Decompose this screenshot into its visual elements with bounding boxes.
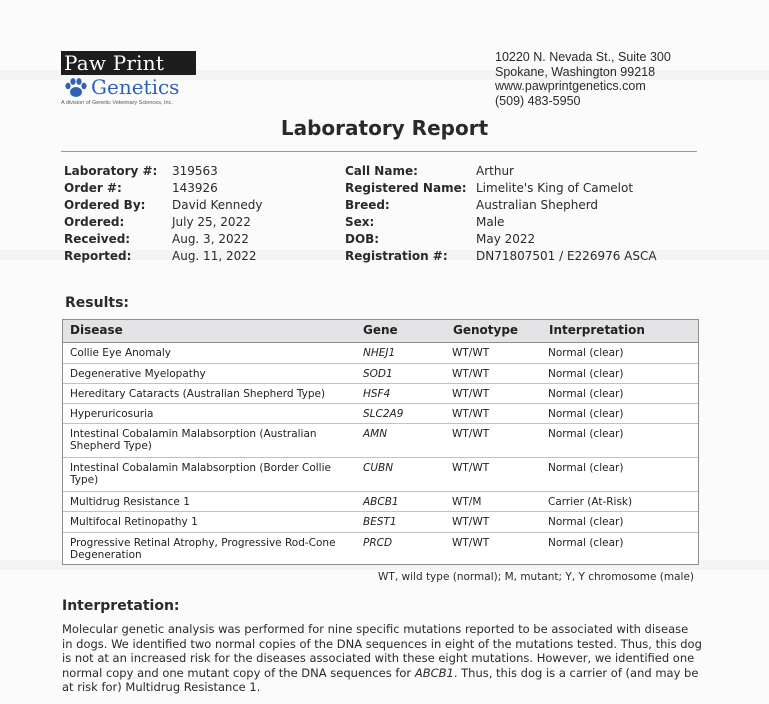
interpretation-text-start: Molecular genetic analysis was performed for nine specific mutations reported to be associated with disease in dogs. We identified two normal copies of the DNA sequences in eight of the mutations tested. Thus, this dog is not at an increased risk for the diseases associated with these eight mutations. However, we identified one normal copy and one mutant copy of the DNA sequences for [62, 622, 702, 680]
cell-gene: SLC2A9 [363, 408, 404, 420]
address-street: 10220 N. Nevada St., Suite 300 [495, 50, 671, 64]
cell-gene: SOD1 [363, 368, 393, 380]
logo-wordmark-bottom [61, 75, 196, 99]
table-row [63, 533, 698, 564]
cell-disease: Hereditary Cataracts (Australian Shepherd Type) [70, 388, 326, 400]
field-value: 143926 [172, 181, 218, 195]
field-label: Received: [64, 232, 131, 246]
dog-info-row [345, 231, 705, 248]
cell-disease: Degenerative Myelopathy [70, 368, 206, 380]
column-header-gene: Gene [363, 323, 398, 337]
cell-interpretation: Normal (clear) [548, 428, 624, 440]
cell-disease: Multifocal Retinopathy 1 [70, 516, 198, 528]
field-value: July 25, 2022 [172, 215, 251, 229]
cell-gene: ABCB1 [363, 496, 399, 508]
column-header-disease: Disease [70, 323, 123, 337]
logo-genetics-text: Genetics [91, 75, 180, 99]
cell-genotype: WT/WT [452, 516, 490, 528]
table-row [63, 492, 698, 512]
cell-genotype: WT/WT [452, 388, 490, 400]
field-label: Ordered: [64, 215, 125, 229]
paw-print-icon [64, 77, 88, 99]
address-city: Spokane, Washington 99218 [495, 64, 656, 79]
table-row [63, 458, 698, 492]
dog-info-row [345, 180, 705, 197]
cell-interpretation: Normal (clear) [548, 347, 624, 359]
dog-info-row [345, 163, 705, 180]
cell-interpretation: Carrier (At-Risk) [548, 496, 633, 508]
results-heading: Results: [65, 295, 129, 311]
field-value: Australian Shepherd [476, 198, 599, 212]
cell-gene: BEST1 [363, 516, 397, 528]
field-label: Sex: [345, 215, 375, 229]
field-value: David Kennedy [172, 198, 263, 212]
table-header [63, 320, 698, 343]
field-value: May 2022 [476, 232, 536, 246]
order-info-row [64, 197, 334, 214]
field-value: DN71807501 / E226976 ASCA [476, 249, 657, 263]
cell-disease: Intestinal Cobalamin Malabsorption (Border Collie Type) [70, 462, 331, 486]
order-info-row [64, 163, 334, 180]
dog-info-row [345, 214, 705, 231]
field-label: Breed: [345, 198, 390, 212]
cell-gene: AMN [363, 428, 388, 440]
field-value: Arthur [476, 164, 514, 178]
field-value: Male [476, 215, 505, 229]
cell-genotype: WT/WT [452, 428, 490, 440]
cell-disease: Multidrug Resistance 1 [70, 496, 190, 508]
cell-interpretation: Normal (clear) [548, 516, 624, 528]
cell-gene: PRCD [363, 537, 393, 549]
dog-info-row [345, 197, 705, 214]
cell-disease: Hyperuricosuria [70, 408, 154, 420]
column-header-genotype: Genotype [453, 323, 519, 337]
order-info-row [64, 214, 334, 231]
company-address [495, 50, 671, 108]
dog-info [345, 163, 705, 265]
field-label: Reported: [64, 249, 132, 263]
field-label: Order #: [64, 181, 122, 195]
cell-genotype: WT/WT [452, 347, 490, 359]
field-label: Call Name: [345, 164, 418, 178]
cell-interpretation: Normal (clear) [548, 368, 624, 380]
order-info-row [64, 248, 334, 265]
field-label: Laboratory #: [64, 164, 158, 178]
table-row [63, 343, 698, 364]
table-row [63, 404, 698, 424]
cell-gene: NHEJ1 [363, 347, 396, 359]
cell-genotype: WT/WT [452, 462, 490, 474]
table-row [63, 424, 698, 458]
genotype-legend: WT, wild type (normal); M, mutant; Y, Y chromosome (male) [378, 571, 694, 583]
field-label: Ordered By: [64, 198, 146, 212]
table-row [63, 364, 698, 384]
cell-genotype: WT/WT [452, 368, 490, 380]
cell-disease: Collie Eye Anomaly [70, 347, 172, 359]
field-label: Registration #: [345, 249, 448, 263]
interpretation-paragraph [62, 622, 702, 695]
column-header-interpretation: Interpretation [549, 323, 645, 337]
field-value: Aug. 3, 2022 [172, 232, 249, 246]
cell-interpretation: Normal (clear) [548, 388, 624, 400]
field-value: Aug. 11, 2022 [172, 249, 257, 263]
table-row [63, 384, 698, 404]
interpretation-text-end: . Thus, this dog is a carrier of (and may be at risk for) Multidrug Resistance 1. [62, 665, 699, 694]
cell-disease: Intestinal Cobalamin Malabsorption (Australian Shepherd Type) [70, 428, 317, 452]
page-title: Laboratory Report [280, 116, 489, 140]
field-value: 319563 [172, 164, 218, 178]
field-label: DOB: [345, 232, 380, 246]
cell-disease: Progressive Retinal Atrophy, Progressive Rod-Cone Degeneration [70, 537, 336, 561]
interpretation-heading: Interpretation: [62, 598, 180, 614]
address-website: www.pawprintgenetics.com [495, 79, 646, 93]
field-label: Registered Name: [345, 181, 467, 195]
cell-interpretation: Normal (clear) [548, 408, 624, 420]
field-value: Limelite's King of Camelot [476, 181, 634, 195]
cell-gene: HSF4 [363, 388, 391, 400]
cell-interpretation: Normal (clear) [548, 537, 624, 549]
cell-gene: CUBN [363, 462, 394, 474]
cell-genotype: WT/WT [452, 408, 490, 420]
cell-genotype: WT/WT [452, 537, 490, 549]
order-info-row [64, 231, 334, 248]
interpretation-gene: ABCB1 [414, 665, 454, 680]
address-phone: (509) 483-5950 [495, 93, 581, 108]
title-divider [61, 151, 697, 152]
logo-tagline: A division of Genetic Veterinary Sciences, Inc. [61, 100, 173, 106]
dog-info-row [345, 248, 705, 265]
table-row [63, 512, 698, 533]
cell-genotype: WT/M [452, 496, 482, 508]
logo-wordmark-top: Paw Print [61, 51, 196, 75]
results-table [62, 319, 699, 565]
company-logo [61, 51, 196, 106]
order-info-row [64, 180, 334, 197]
order-info [64, 163, 334, 265]
cell-interpretation: Normal (clear) [548, 462, 624, 474]
